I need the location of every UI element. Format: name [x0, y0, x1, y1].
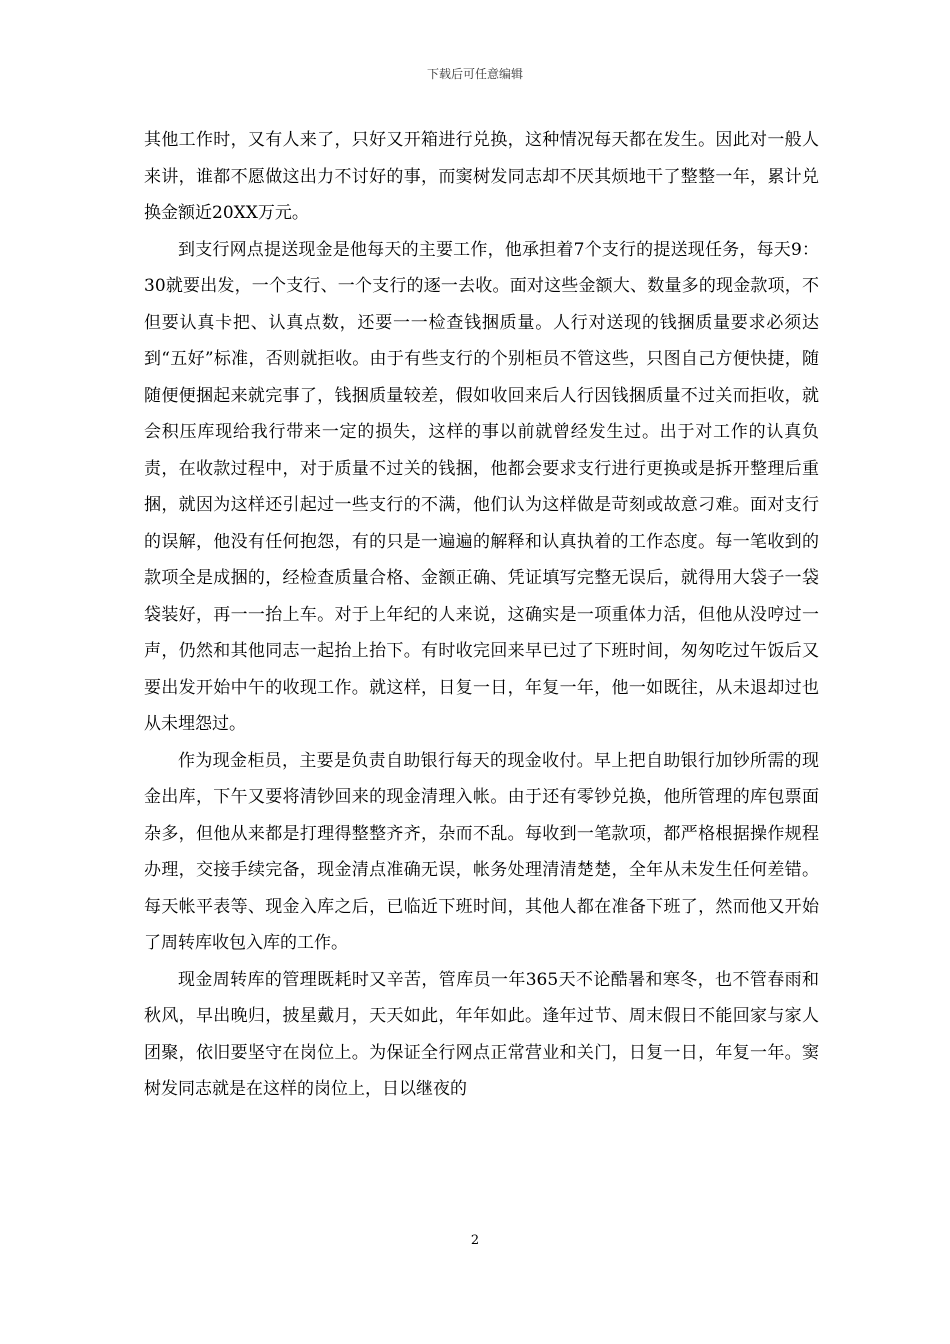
paragraph-1: 其他工作时，又有人来了，只好又开箱进行兑换，这种情况每天都在发生。因此对一般人来讲，谁都不愿做这出力不讨好的事，而窦树发同志却不厌其烦地干了整整一年，累计兑换金额近20XX万元。: [144, 130, 819, 223]
paragraph-3: 作为现金柜员，主要是负责自助银行每天的现金收付。早上把自助银行加钞所需的现金出库，下午又要将清钞回来的现金清理入帐。由于还有零钞兑换，他所管理的库包票面杂多，但他从来都是打理得整整齐齐，杂而不乱。每收到一笔款项，都严格根据操作规程办理，交接手续完备，现金清点准确无误，帐务处理清清楚楚，全年从未发生任何差错。每天帐平表等、现金入库之后，已临近下班时间，其他人都在准备下班了，然而他又开始了周转库收包入库的工作。: [144, 750, 819, 953]
page-number: 2: [470, 1233, 480, 1248]
page-header: 下载后可任意编辑: [426, 67, 523, 81]
paragraph-4: 现金周转库的管理既耗时又辛苦，管库员一年365天不论酷暑和寒冬，也不管春雨和秋风，早出晚归，披星戴月，天天如此，年年如此。逢年过节、周末假日不能回家与家人团聚，依旧要坚守在岗位上。为保证全行网点正常营业和关门，日复一日，年复一年。窦树发同志就是在这样的岗位上，日以继夜的: [144, 969, 819, 1099]
document-body: [144, 122, 819, 1108]
paragraph-2: 到支行网点提送现金是他每天的主要工作，他承担着7个支行的提送现任务，每天9：30就要出发，一个支行、一个支行的逐一去收。面对这些金额大、数量多的现金款项，不但要认真卡把、认真点数，还要一一检查钱捆质量。人行对送现的钱捆质量要求必须达到“五好”标准，否则就拒收。由于有些支行的个别柜员不管这些，只图自己方便快捷，随随便便捆起来就完事了，钱捆质量较差，假如收回来后人行因钱捆质量不过关而拒收，就会积压库现给我行带来一定的损失，这样的事以前就曾经发生过。出于对工作的认真负责，在收款过程中，对于质量不过关的钱捆，他都会要求支行进行更换或是拆开整理后重捆，就因为这样还引起过一些支行的不满，他们认为这样做是苛刻或故意刁难。面对支行的误解，他没有任何抱怨，有的只是一遍遍的解释和认真执着的工作态度。每一笔收到的款项全是成捆的，经检查质量合格、金额正确、凭证填写完整无误后，就得用大袋子一袋袋装好，再一一抬上车。对于上年纪的人来说，这确实是一项重体力活，但他从没哼过一声，仍然和其他同志一起抬上抬下。有时收完回来早已过了下班时间，匆匆吃过午饭后又要出发开始中午的收现工作。就这样，日复一日，年复一年，他一如既往，从未退却过也从未埋怨过。: [144, 239, 819, 734]
